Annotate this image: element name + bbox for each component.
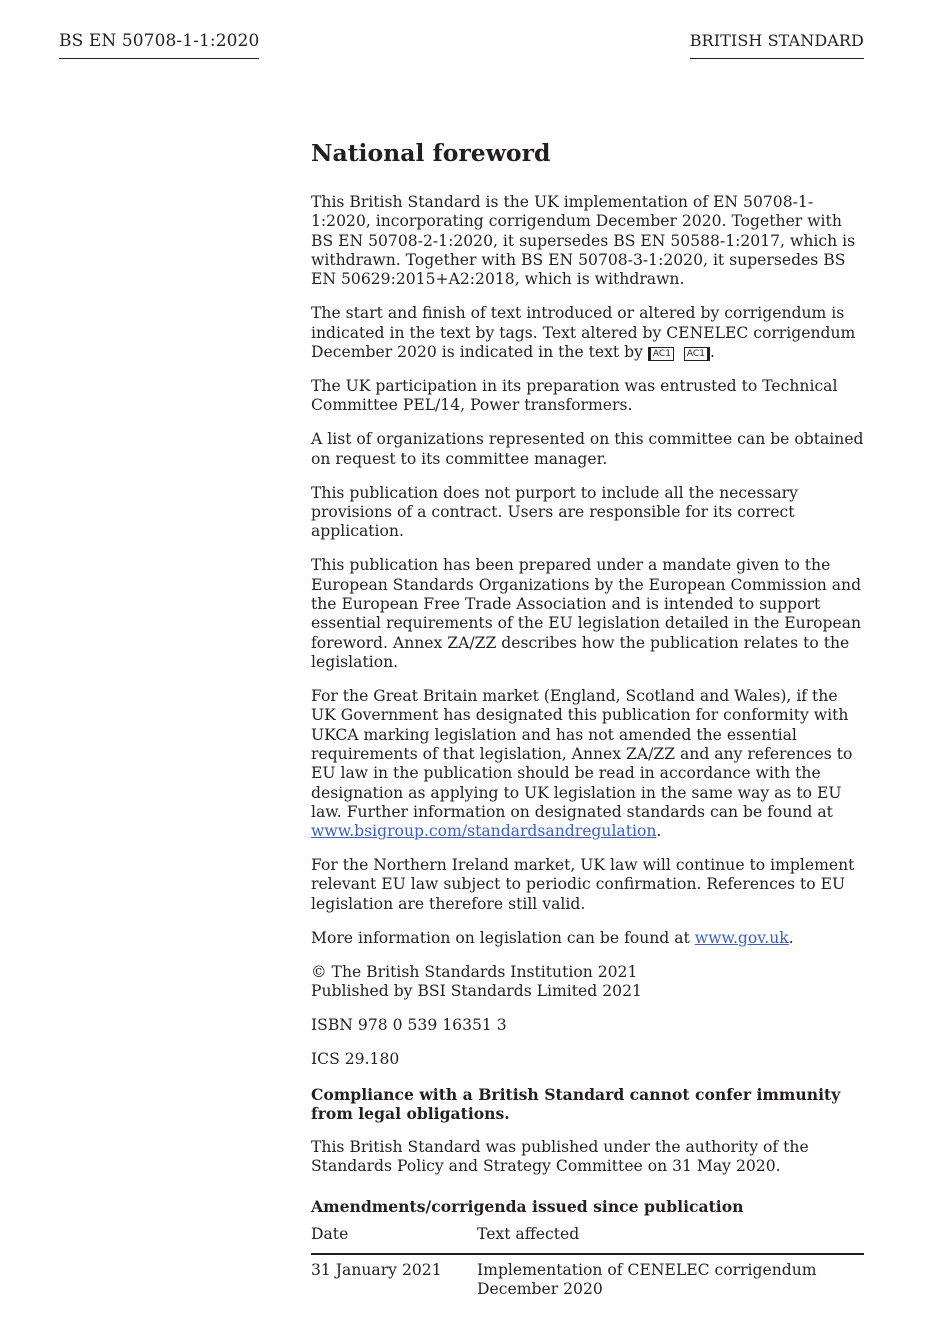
amendment-date: 31 January 2021 bbox=[311, 1261, 442, 1280]
great-britain-period: . bbox=[656, 822, 662, 841]
foreword-body bbox=[311, 138, 867, 1300]
paragraph-corrigendum-tags bbox=[311, 304, 867, 362]
amendment-text: Implementation of CENELEC corrigendum December 2020 bbox=[477, 1261, 817, 1299]
page-title: National foreword bbox=[311, 139, 551, 167]
authority-statement: This British Standard was published under the authority of the Standards Policy and Strategy Committee on 31 May 2020. bbox=[311, 1137, 809, 1176]
ics: ICS 29.180 bbox=[311, 1050, 400, 1069]
corrigendum-open-tag-icon: AC1 bbox=[648, 347, 674, 361]
paragraph-legislation-info bbox=[311, 929, 867, 948]
amendments-table bbox=[311, 1225, 864, 1300]
column-header-date: Date bbox=[311, 1225, 477, 1254]
corrigendum-period: . bbox=[709, 342, 715, 361]
paragraph-mandate: This publication has been prepared under a mandate given to the European Standards Organizations by the European Commission and the European Free Trade Association and is intended to support essential requirements of the EU legislation detailed in the European foreword. Annex ZA/ZZ describes how the publication relates to the legislation. bbox=[311, 556, 862, 671]
paragraph-implementation: This British Standard is the UK implementation of EN 50708-1-1:2020, incorporating corrigendum December 2020. Together with BS EN 50708-2-1:2020, it supersedes BS EN 50588-1:2017, which is withdrawn. Together with BS EN 50708-3-1:2020, it supersedes BS EN 50629:2015+A2:2018, which is withdrawn. bbox=[311, 193, 856, 289]
copyright-line: © The British Standards Institution 2021 bbox=[311, 962, 638, 981]
copyright-block bbox=[311, 963, 867, 1002]
corrigendum-text: The start and finish of text introduced or altered by corrigendum is indicated in the text by tags. Text altered by CENELEC corrigendum December 2020 is indicated in the text by bbox=[311, 304, 856, 361]
amendments-title: Amendments/corrigenda issued since publication bbox=[311, 1196, 744, 1216]
paragraph-provisions: This publication does not purport to include all the necessary provisions of a contract. Users are responsible for its correct application. bbox=[311, 483, 798, 541]
legislation-info-period: . bbox=[788, 928, 794, 947]
paragraph-great-britain bbox=[311, 687, 867, 841]
bsigroup-link[interactable]: www.bsigroup.com/standardsandregulation bbox=[311, 822, 657, 841]
paragraph-northern-ireland: For the Northern Ireland market, UK law will continue to implement relevant EU law subject to periodic confirmation. References to EU legislation are therefore still valid. bbox=[311, 856, 855, 913]
compliance-statement: Compliance with a British Standard cannot confer immunity from legal obligations. bbox=[311, 1084, 841, 1123]
great-britain-text: For the Great Britain market (England, Scotland and Wales), if the UK Government has designated this publication for conformity with UKCA marking legislation and has not amended the essential requirements of that legislation, Annex ZA/ZZ and any references to EU law in the publication should be read in accordance with the designation as applying to UK legislation in the same way as to EU law. Further information on designated standards can be found at bbox=[311, 687, 853, 821]
isbn: ISBN 978 0 539 16351 3 bbox=[311, 1016, 507, 1035]
header-series: BRITISH STANDARD bbox=[690, 30, 864, 59]
gov-uk-link[interactable]: www.gov.uk bbox=[694, 928, 789, 947]
header-doc-id: BS EN 50708-1-1:2020 bbox=[59, 30, 259, 59]
publisher-line: Published by BSI Standards Limited 2021 bbox=[311, 982, 642, 1001]
amendments-header-row bbox=[311, 1225, 864, 1254]
table-row bbox=[311, 1254, 864, 1300]
corrigendum-close-tag-icon: AC1 bbox=[684, 347, 710, 361]
paragraph-committee: The UK participation in its preparation was entrusted to Technical Committee PEL/14, Power transformers. bbox=[311, 376, 838, 415]
paragraph-organizations: A list of organizations represented on this committee can be obtained on request to its committee manager. bbox=[311, 430, 864, 468]
column-header-text-affected: Text affected bbox=[477, 1225, 864, 1254]
legislation-info-text: More information on legislation can be found at bbox=[311, 928, 695, 947]
